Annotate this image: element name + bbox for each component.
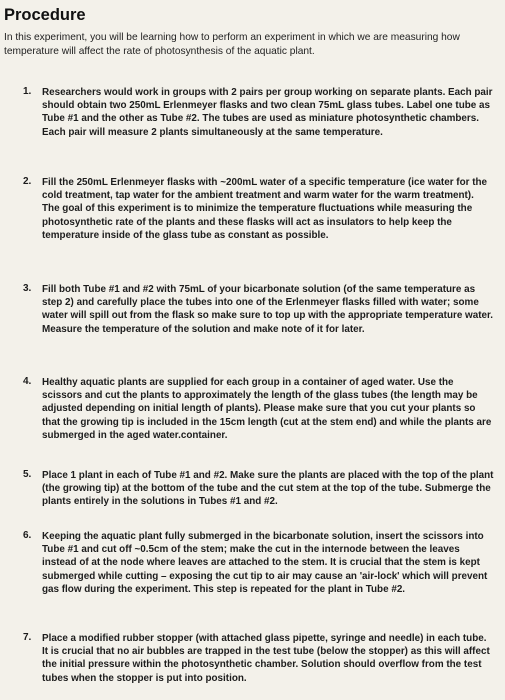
step-text: Fill both Tube #1 and #2 with 75mL of your bicarbonate solution (of the same temperature as step 2) and carefully place the tubes into one of the Erlenmeyer flasks filled with water; some water will spill out from the flask so make sure to top up with the appropriate temperature water. Measure the temperature of the solution and make note of it for later. <box>42 284 494 335</box>
step-text: Fill the 250mL Erlenmeyer flasks with ~200mL water of a specific temperature (ice water for the cold treatment, tap water for the ambient treatment and warm water for the warm treatment). The goal of this experiment is to minimize the temperature fluctuations while measuring the photosynthetic rate of the plants and these flasks will act as insulators to help keep the temperature inside of the glass tube as constant as possible. <box>42 177 488 241</box>
step-number: 6. <box>23 530 32 541</box>
step-number: 5. <box>23 469 32 480</box>
step-number: 4. <box>23 376 32 387</box>
step-text: Researchers would work in groups with 2 pairs per group working on separate plants. Each pair should obtain two 250mL Erlenmeyer flasks and two clean 75mL glass tubes. Label one tube as Tube #1 and the other as Tube #2. The tubes are used as miniature photosynthetic chambers. Each pair will measure 2 plants simultaneously at the same temperature. <box>42 87 493 138</box>
page-title: Procedure <box>4 6 86 24</box>
step-text: Place 1 plant in each of Tube #1 and #2. Make sure the plants are placed with the top of the plant (the growing tip) at the bottom of the tube and the cut stem at the top of the tube. Submerge the plants entirely in the solutions in Tubes #1 and #2. <box>42 470 494 508</box>
step-number: 2. <box>23 176 32 187</box>
step-number: 3. <box>23 283 32 294</box>
step-text: Healthy aquatic plants are supplied for each group in a container of aged water. Use the scissors and cut the plants to approximately the length of the glass tubes (the length may be adjusted depending on initial length of plants). Please make sure that you cut your plants so that the growing tip is included in the 15cm length (cut at the stem end) and while the plants are submerged in the aged water.container. <box>42 377 492 441</box>
step-text: Keeping the aquatic plant fully submerged in the bicarbonate solution, insert the scissors into Tube #1 and cut off ~0.5cm of the stem; make the cut in the internode between the leaves instead of at the node where leaves are attached to the stem. It is crucial that the stem is kept submerged while cutting – exposing the cut tip to air may cause an 'air-lock' which will prevent gas flow during the experiment. This step is repeated for the plant in Tube #2. <box>42 531 488 595</box>
step-text: Place a modified rubber stopper (with attached glass pipette, syringe and needle) in each tube. It is crucial that no air bubbles are trapped in the test tube (below the stopper) as this will affect the initial pressure within the photosynthetic chamber. Solution should overflow from the test tubes when the stopper is put into position. <box>42 633 490 684</box>
step-number: 7. <box>23 632 32 643</box>
step-number: 1. <box>23 86 32 97</box>
intro-paragraph: In this experiment, you will be learning how to perform an experiment in which we are measuring how temperature will affect the rate of photosynthesis of the aquatic plant. <box>4 32 460 57</box>
